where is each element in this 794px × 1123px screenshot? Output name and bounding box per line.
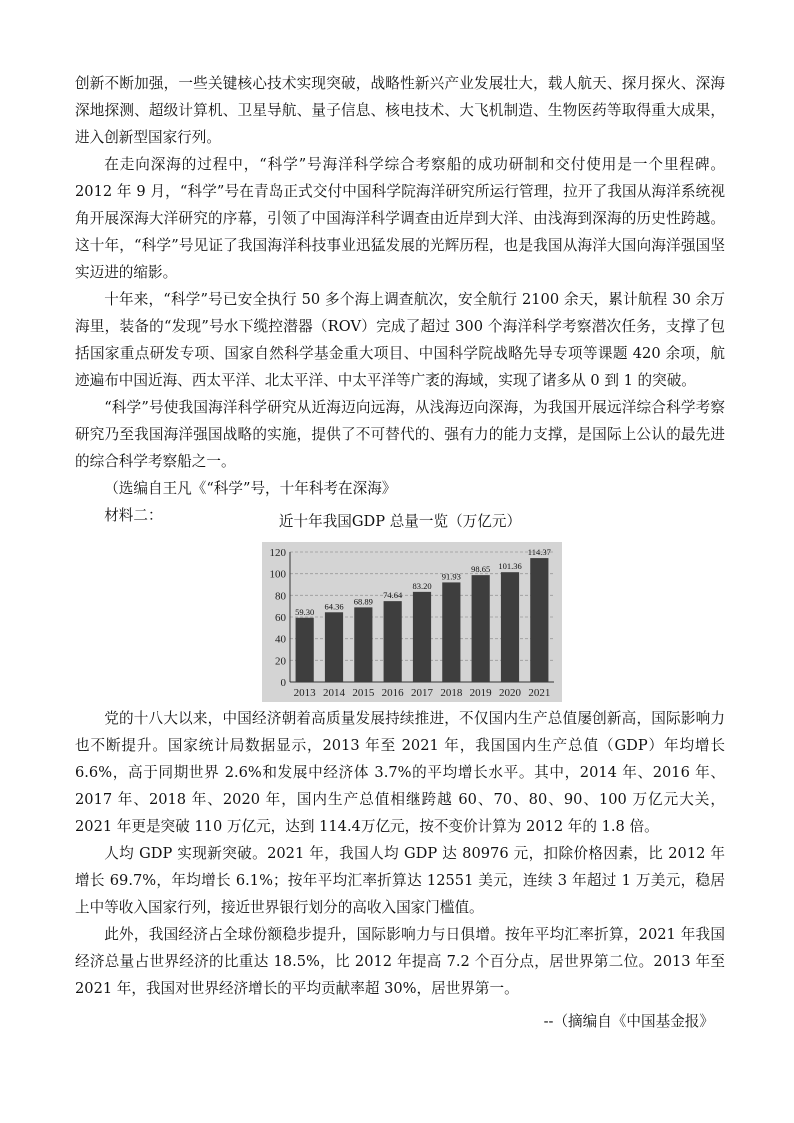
paragraph-per-capita: 人均 GDP 实现新突破。2021 年，我国人均 GDP 达 80976 元，扣除价格因素，比 2012 年增长 69.7%，年均增长 6.1%；按年平均汇率折算达 12551 美元，连续 3 年超过 1 万美元，稳居上中等收入国家行列，接近世界银行划分的高收入国家门槛值。 xyxy=(75,845,725,916)
bar xyxy=(325,612,343,682)
y-tick-label: 0 xyxy=(280,677,286,689)
data-label: 98.65 xyxy=(471,564,491,575)
paragraph-global-share: 此外，我国经济占全球份额稳步提升，国际影响力与日俱增。按年平均汇率折算，2021 年我国经济总量占世界经济的比重达 18.5%，比 2012 年提高 7.2 个百分点，居世界第二位。2013 年至 2021 年，我国对世界经济增长的平均贡献率超 30%，居世界第一。 xyxy=(75,926,725,997)
bar xyxy=(384,601,402,682)
data-label: 91.93 xyxy=(441,571,461,582)
attribution: --（摘编自《中国基金报》 xyxy=(543,1013,714,1030)
y-tick-label: 60 xyxy=(275,612,286,624)
bar xyxy=(442,582,460,682)
y-tick-label: 120 xyxy=(269,547,286,559)
bar xyxy=(472,575,490,682)
paragraph-gdp-growth: 党的十八大以来，中国经济朝着高质量发展持续推进，不仅国内生产总值屡创新高，国际影响力也不断提升。国家统计局数据显示，2013 年至 2021 年，我国国内生产总值（GDP）年均增长 6.6%，高于同期世界 2.6%和发展中经济体 3.7%的平均增长水平。其中，2014 年、2016 年、2017 年、2018 年、2020 年，国内生产总值相继跨越 60、70、80、90、100 万亿元大关，2021 年更是突破 110 万亿元，达到 114.4万亿元，按不变价计算为 2012 年的 1.8 倍。 xyxy=(75,710,725,835)
gdp-bar-chart xyxy=(262,542,562,702)
x-tick-label: 2021 xyxy=(528,687,551,699)
bar xyxy=(413,592,431,682)
data-label: 64.36 xyxy=(324,601,344,612)
x-tick-label: 2019 xyxy=(469,687,492,699)
paragraph-significance: “科学”号使我国海洋科学研究从近海迈向远海，从浅海迈向深海，为我国开展远洋综合科学考察研究乃至我国海洋强国战略的实施，提供了不可替代的、强有力的能力支撑，是国际上公认的最先进的综合科学考察船之一。 xyxy=(75,399,725,470)
data-label: 74.64 xyxy=(383,590,403,601)
data-label: 101.36 xyxy=(498,561,522,572)
material-two-label: 材料二： xyxy=(104,507,163,524)
y-tick-label: 20 xyxy=(275,655,286,668)
bar xyxy=(296,618,314,682)
chart-svg xyxy=(262,542,562,702)
x-tick-label: 2020 xyxy=(499,687,521,699)
y-tick-label: 100 xyxy=(269,568,286,581)
chart-title: 近十年我国GDP 总量一览（万亿元） xyxy=(278,513,522,530)
data-label: 68.89 xyxy=(353,596,373,607)
data-label: 59.30 xyxy=(295,606,315,617)
x-tick-label: 2014 xyxy=(323,687,345,699)
x-tick-label: 2015 xyxy=(352,687,375,699)
data-label: 83.20 xyxy=(412,580,432,591)
x-tick-label: 2016 xyxy=(381,687,404,699)
y-tick-label: 80 xyxy=(275,590,286,603)
paragraph-kexue-milestone: 在走向深海的过程中，“科学”号海洋科学综合考察船的成功研制和交付使用是一个里程碑。2012 年 9 月，“科学”号在青岛正式交付中国科学院海洋研究所运行管理，拉开了我国从海洋系统视角开展深海大洋研究的序幕，引领了中国海洋科学调查由近岸到大洋、由浅海到深海的历史性跨越。这十年，“科学”号见证了我国海洋科技事业迅猛发展的光辉历程，也是我国从海洋大国向海洋强国坚实迈进的缩影。 xyxy=(75,156,725,281)
bar xyxy=(354,607,372,682)
y-tick-label: 40 xyxy=(275,633,286,646)
paragraph-ten-years: 十年来，“科学”号已安全执行 50 多个海上调查航次，安全航行 2100 余天，累计航程 30 余万海里，装备的“发现”号水下缆控潜器（ROV）完成了超过 300 个海洋科学考察潜次任务，支撑了包括国家重点研发专项、国家自然科学基金重大项目、中国科学院战略先导专项等课题 420 余项，航迹遍布中国近海、西太平洋、北太平洋、中太平洋等广袤的海域，实现了诸多从 0 到 1 的突破。 xyxy=(75,291,725,389)
bar xyxy=(501,572,519,682)
material-one-text xyxy=(75,70,725,529)
paragraph-innovation: 创新不断加强，一些关键核心技术实现突破，战略性新兴产业发展壮大，载人航天、探月探火、深海深地探测、超级计算机、卫星导航、量子信息、核电技术、大飞机制造、生物医药等取得重大成果，进入创新型国家行列。 xyxy=(75,75,725,146)
x-tick-label: 2018 xyxy=(440,687,463,699)
bar xyxy=(530,558,548,682)
x-tick-label: 2017 xyxy=(411,687,433,699)
x-tick-label: 2013 xyxy=(293,687,316,699)
source-note: （选编自王凡《“科学”号，十年科考在深海》 xyxy=(104,480,397,497)
data-label: 114.37 xyxy=(527,547,551,558)
material-two-text xyxy=(75,705,725,1002)
